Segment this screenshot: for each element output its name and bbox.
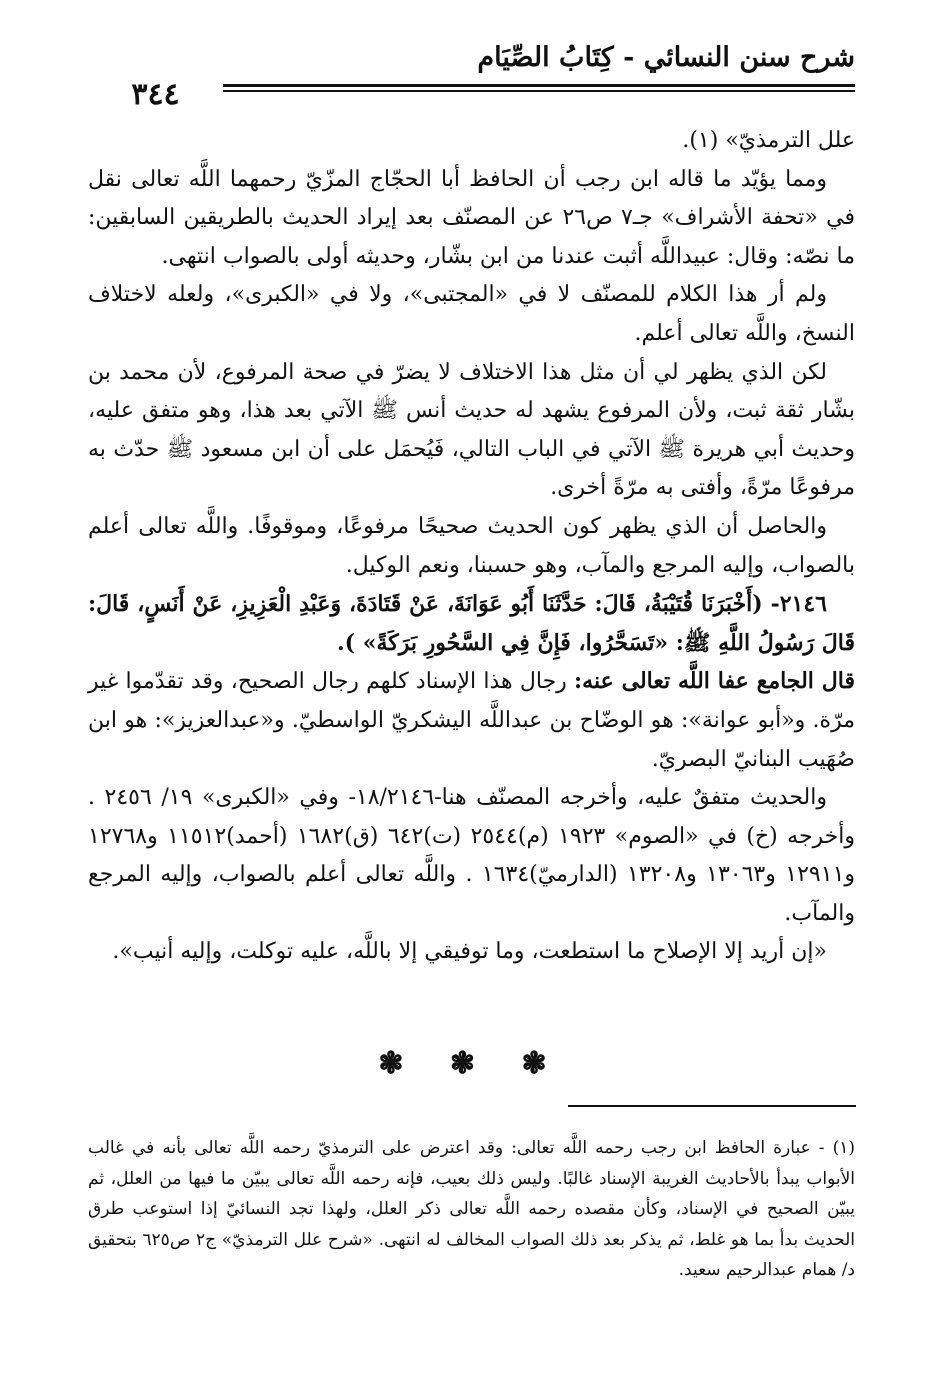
paragraph-lead: قال الجامع عفا اللَّه تعالى عنه: (574, 668, 855, 695)
paragraph: ومما يؤيّد ما قاله ابن رجب أن الحافظ أبا الحجّاج المزّيّ رحمهما اللَّه تعالى نقل في «تحفة الأشراف» جـ٧ ص٢٦ عن المصنّف بعد إيراد الحديث بالطريقين السابقين: ما نصّه: وقال: عبيداللَّه أثبت عندنا من ابن بشّار، وحديثه أولى بالصواب انتهى. (88, 166, 855, 269)
paragraph-text: رجال هذا الإسناد كلهم رجال الصحيح، وقد تقدّموا غير مرّة. و«أبو عوانة»: هو الوضّاح بن عبداللَّه اليشكريّ الواسطيّ. و«عبدالعزيز»: هو ابن صُهَيب البنانيّ البصريّ. (88, 669, 855, 772)
paragraph: علل الترمذيّ» (١). (682, 128, 855, 153)
main-text (88, 122, 855, 972)
page-number: ٣٤٤ (131, 77, 180, 112)
paragraph: والحديث متفقٌ عليه، وأخرجه المصنّف هنا-١٨/٢١٤٦- وفي «الكبرى» ١٩/ ٢٤٥٦ . وأخرجه (خ) في «الصوم» ١٩٢٣ (م)٢٥٤٤ (ت)٦٤٢ (ق)١٦٨٢ (أحمد)١١٥١٢ و١٢٧٦٨ و١٢٩١١ و١٣٠٦٣ و١٣٢٠٨ (الدارميّ)١٦٣٤ . واللَّه تعالى أعلم بالصواب، وإليه المرجع والمآب. (88, 785, 856, 926)
page-header (88, 38, 855, 112)
header-rule (223, 90, 855, 92)
paragraph: «إن أريد إلا الإصلاح ما استطعت، وما توفيقي إلا باللَّه، عليه توكلت، وإليه أنيب». (112, 939, 827, 965)
paragraph: لكن الذي يظهر لي أن مثل هذا الاختلاف لا يضرّ في صحة المرفوع، لأن محمد بن بشّار ثقة ثبت، ولأن المرفوع يشهد له حديث أنس ﷺ الآتي بعد هذا، وهو متفق عليه، وحديث أبي هريرة ﷺ الآتي في الباب التالي، فَيُحمَل على أن ابن مسعود ﷺ حدّث به مرفوعًا مرّةً، وأفتى به مرّةً أخرى. (88, 359, 855, 501)
paragraph: والحاصل أن الذي يظهر كون الحديث صحيحًا مرفوعًا، وموقوفًا. واللَّه تعالى أعلم بالصواب، وإليه المرجع والمآب، وهو حسبنا، ونعم الوكيل. (88, 513, 855, 578)
paragraph (88, 662, 855, 779)
paragraph: ولم أر هذا الكلام للمصنّف لا في «المجتبى»، ولا في «الكبرى»، ولعله لاختلاف النسخ، واللَّه تعالى أعلم. (88, 282, 855, 346)
footnote-rule (568, 1105, 856, 1107)
header-rule (223, 84, 855, 87)
footnote: (١) - عبارة الحافظ ابن رجب رحمه اللَّه تعالى: وقد اعترض على الترمذيّ رحمه اللَّه تعالى بأنه في غالب الأبواب يبدأ بالأحاديث الغريبة الإسناد غالبًا. وليس ذلك بعيب، فإنه رحمه اللَّه تعالى يبيّن ما فيها من العلل، ثم يبيّن الصحيح في الإسناد، وكأن مقصده رحمه اللَّه تعالى ذكر العلل، ولهذا تجد النسائيّ إذا استوعب طرق الحديث بدأ بما هو غلط، ثم يذكر بعد ذلك الصواب المخالف له انتهى. «شرح علل الترمذيّ» ج٢ ص٦٢٥ بتحقيق د/ همام عبدالرحيم سعيد. (88, 1138, 855, 1280)
footnotes (88, 1133, 855, 1286)
running-title: شرح سنن النسائي - كِتَابُ الصِّيَام (477, 42, 855, 73)
hadith-paragraph: ٢١٤٦- (أَخْبَرَنَا قُتَيْبَةُ، قَالَ: حَدَّثَنَا أَبُو عَوَانَةَ، عَنْ قَتَادَةَ، وَعَبْدِ الْعَزِيزِ، عَنْ أَنَسٍ، قَالَ: قَالَ رَسُولُ اللَّهِ ﷺ: «تَسَحَّرُوا، فَإِنَّ فِي السَّحُورِ بَرَكَةً» ). (88, 591, 855, 656)
section-separator: ❃ ❃ ❃ (378, 1046, 565, 1081)
